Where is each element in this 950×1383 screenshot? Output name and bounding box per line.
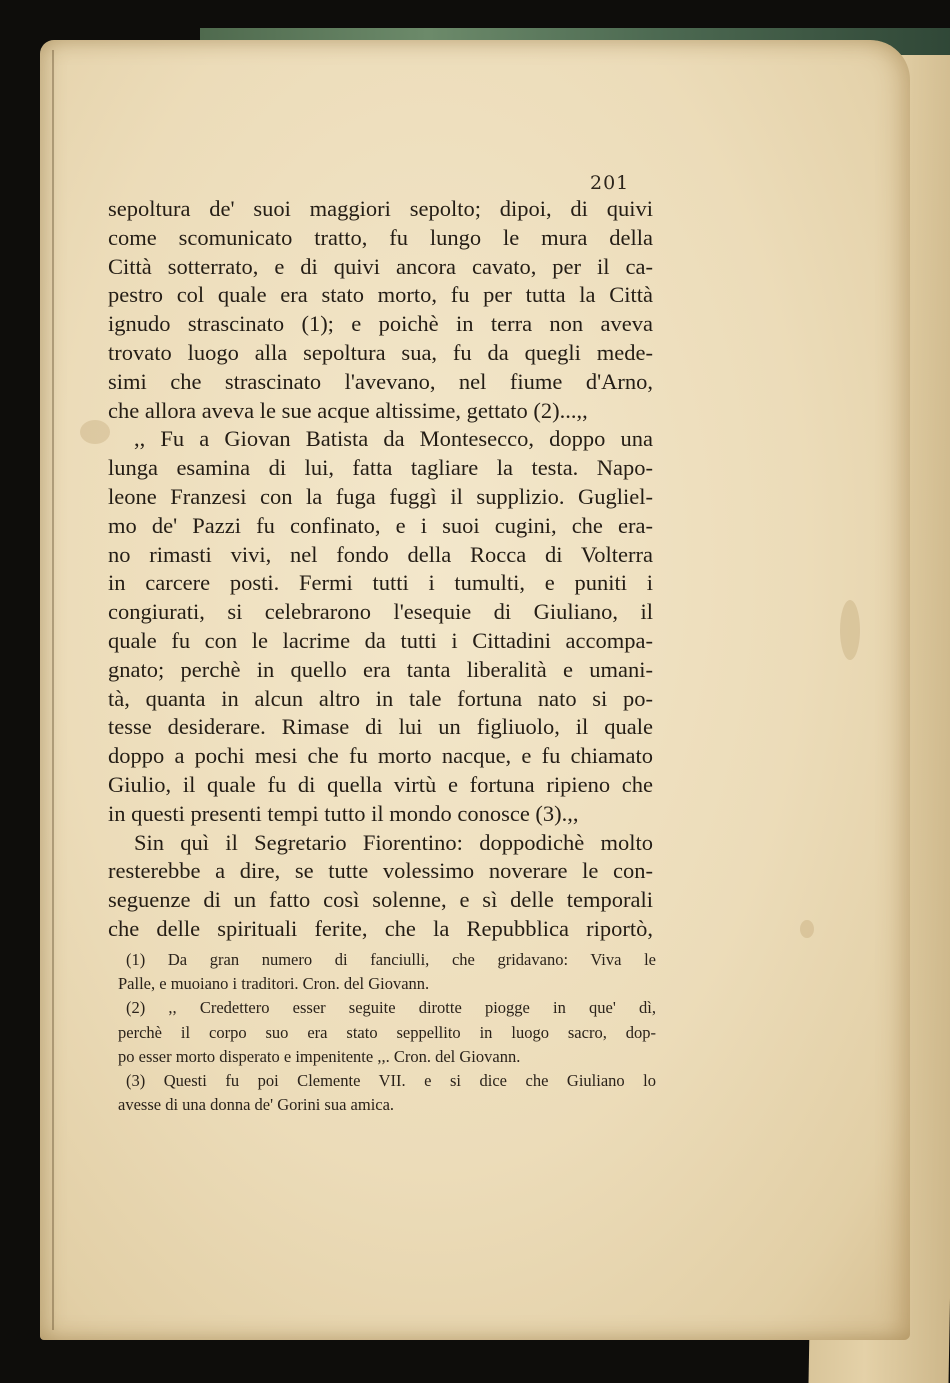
- text-line: tesse desiderare. Rimase di lui un figliuolo, il quale: [108, 714, 653, 740]
- footnote-line: po esser morto disperato e impenitente ,,. Cron. del Giovann.: [118, 1046, 521, 1066]
- text-line: trovato luogo alla sepoltura sua, fu da quegli mede-: [108, 339, 653, 365]
- footnote-line: avesse di una donna de' Gorini sua amica.: [118, 1095, 395, 1115]
- text-line: Giulio, il quale fu di quella virtù e fortuna ripieno che: [108, 771, 653, 797]
- text-line: come scomunicato tratto, fu lungo le mura della: [108, 224, 653, 250]
- text-line: Città sotterrato, e di quivi ancora cavato, per il ca-: [108, 253, 653, 279]
- footnote-line: perchè il corpo suo era stato seppellito in luogo sacro, dop-: [118, 1022, 656, 1042]
- text-line: in questi presenti tempi tutto il mondo conosce (3).,,: [108, 800, 579, 826]
- text-line: che delle spirituali ferite, che la Repubblica riportò,: [108, 915, 653, 941]
- footnote-line: Palle, e muoiano i traditori. Cron. del Giovann.: [118, 974, 430, 994]
- text-line: doppo a pochi mesi che fu morto nacque, e fu chiamato: [108, 743, 653, 769]
- text-line: Sin quì il Segretario Fiorentino: doppodichè molto: [134, 829, 653, 855]
- text-line: simi che strascinato l'avevano, nel fiume d'Arno,: [108, 368, 653, 394]
- text-line: lunga esamina di lui, fatta tagliare la testa. Napo-: [108, 455, 653, 481]
- paper-stain: [800, 920, 814, 938]
- footnotes: [118, 948, 656, 1117]
- text-line: pestro col quale era stato morto, fu per tutta la Città: [108, 282, 653, 308]
- text-line: seguenze di un fatto così solenne, e sì delle temporali: [108, 887, 653, 913]
- page-number: 201: [590, 172, 630, 194]
- text-line: no rimasti vivi, nel fondo della Rocca di Volterra: [108, 541, 653, 567]
- footnote-line: (2) ,, Credettero esser seguite dirotte piogge in que' dì,: [126, 998, 656, 1018]
- text-line: tà, quanta in alcun altro in tale fortuna nato si po-: [108, 685, 653, 711]
- text-line: gnato; perchè in quello era tanta liberalità e umani-: [108, 656, 653, 682]
- text-line: resterebbe a dire, se tutte volessimo noverare le con-: [108, 858, 653, 884]
- text-line: ignudo strascinato (1); e poichè in terra non aveva: [108, 311, 653, 337]
- text-line: mo de' Pazzi fu confinato, e i suoi cugini, che era-: [108, 512, 653, 538]
- text-line: ,, Fu a Giovan Batista da Montesecco, doppo una: [134, 426, 653, 452]
- text-line: congiurati, si celebrarono l'esequie di Giuliano, il: [108, 599, 653, 625]
- text-line: leone Franzesi con la fuga fuggì il supplizio. Gugliel-: [108, 483, 653, 509]
- page-gutter-line: [52, 50, 54, 1330]
- paper-stain: [840, 600, 860, 660]
- text-line: in carcere posti. Fermi tutti i tumulti, e puniti i: [108, 570, 653, 596]
- text-line: quale fu con le lacrime da tutti i Cittadini accompa-: [108, 627, 653, 653]
- body-text: [108, 195, 653, 944]
- footnote-line: (1) Da gran numero di fanciulli, che gridavano: Viva le: [126, 950, 656, 969]
- text-line: che allora aveva le sue acque altissime, gettato (2)...,,: [108, 397, 588, 423]
- text-line: sepoltura de' suoi maggiori sepolto; dipoi, di quivi: [108, 196, 653, 221]
- footnote-line: (3) Questi fu poi Clemente VII. e si dice che Giuliano lo: [126, 1071, 656, 1091]
- paper-stain: [80, 420, 110, 444]
